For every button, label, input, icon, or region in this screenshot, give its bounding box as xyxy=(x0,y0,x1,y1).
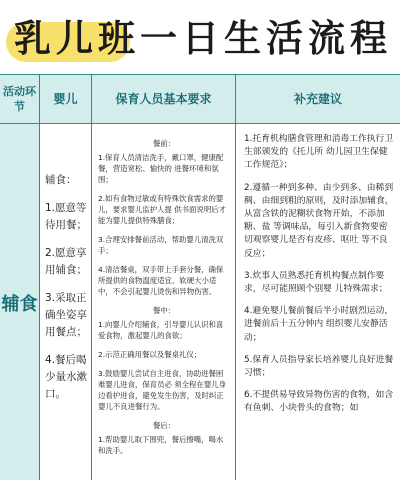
care-item: 1.向婴儿介绍辅食，引导婴儿认识和喜爱食物，激起婴儿的食欲； xyxy=(98,320,224,340)
baby-item: 4.餐后喝少量水漱口。 xyxy=(45,354,87,400)
title-banner xyxy=(0,0,400,74)
care-item: 3.鼓励婴儿尝试自主进食，协助进餐困难婴儿进食，保育员必 须全程在婴儿身边看护进食，避免发生伤害，及时纠正婴儿不良进餐行为。 xyxy=(98,369,226,411)
baby-item: 辅食： xyxy=(45,174,77,186)
care-item: 3.合理安排餐前活动，帮助婴儿清洗双手； xyxy=(98,235,224,255)
tip-item: 3.炊事人员熟悉托育机构餐点制作要求，尽可能照顾个别婴 儿特殊需求； xyxy=(244,270,388,295)
tip-item: 1.托育机构膳食管理和消毒工作执行卫生部颁发的《托儿所 幼儿园卫生保健工作规范》； xyxy=(244,134,394,171)
care-section-label: 餐中： xyxy=(152,306,176,315)
header-section: 活动环节 xyxy=(0,75,40,123)
tips-cell xyxy=(236,124,400,480)
care-cell xyxy=(92,124,236,480)
tip-item: 5.保育人员指导家长培养婴儿良好进餐习惯； xyxy=(244,354,394,379)
care-item: 2.如有食物过敏或有特殊饮食需求的婴儿，要求婴儿监护人提 供书面说明后才能为婴儿提供特殊膳食； xyxy=(98,194,226,225)
care-item: 1.保育人员清洁洗手，戴口罩，健康配餐，营造宽松、愉快的 进餐环境和氛围； xyxy=(98,153,224,184)
header-care: 保育人员基本要求 xyxy=(92,75,236,123)
care-section-label: 餐后： xyxy=(152,421,176,430)
table-header xyxy=(0,75,400,124)
schedule-table xyxy=(0,74,400,480)
tip-item: 4.避免婴儿餐前餐后半小时剧烈运动，进餐前后十五分钟内 组织婴儿安静活动； xyxy=(244,306,394,343)
table-row xyxy=(0,124,400,480)
care-section-label: 餐前： xyxy=(152,139,176,148)
care-item: 4.清洁餐桌，双手带上手套分餐，确保所提供的食物温度适宜、软硬大小适中，不会引起婴儿烫伤和异物伤害。 xyxy=(98,265,224,296)
tip-item: 2.遵循一种到多种、由少到多、由稀到稠、由细到粗的原则，及时添加辅食，从富含铁的泥糊状食物开始，不添加糖、盐 等调味品，每引入新食物要密切观察婴儿是否有皮疹、呕吐 等不良反应； xyxy=(244,182,394,259)
baby-item: 2.愿意享用辅食； xyxy=(45,247,87,276)
header-baby: 婴儿 xyxy=(40,75,92,123)
baby-item: 1.愿意等待用餐； xyxy=(45,202,87,231)
care-item: 1.帮助婴儿取下围兜，餐后擦嘴，喝水和洗手。 xyxy=(98,435,224,455)
stage-label: 辅食 xyxy=(1,293,38,315)
tip-item: 6.不提供易导致异物伤害的食物，如含有鱼刺、小块骨头的食物；如 xyxy=(244,390,394,414)
page-title: 乳儿班一日生活流程 xyxy=(14,17,392,60)
section-cell xyxy=(0,124,40,480)
baby-cell xyxy=(40,124,92,480)
baby-item: 3.采取正确坐姿享用餐点； xyxy=(45,292,87,338)
header-tips: 补充建议 xyxy=(293,91,342,106)
care-item: 2.示范正确用餐以及餐桌礼仪； xyxy=(98,350,202,359)
